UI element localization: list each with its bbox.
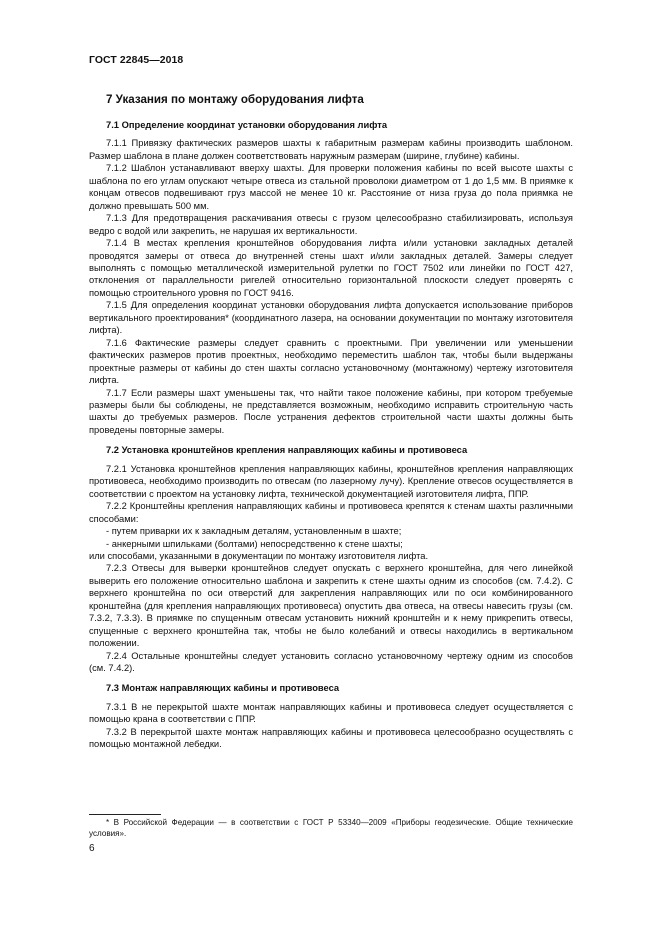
list-item-anchor-bolts: - анкерными шпильками (болтами) непосредственно к стене шахты; [106, 538, 403, 549]
paragraph-7-2-2-end: или способами, указанными в документации по монтажу изготовителя лифта. [89, 550, 429, 561]
paragraph-7-1-7: 7.1.7 Если размеры шахт уменьшены так, что найти такое положение кабины, при котором требуемые размеры были бы соблюдены, не представляется возможным, необходимо исправить строительную часть шахты до требуемых размеров. После устранения дефектов строительной части шахты должны быть проведены повторные замеры. [89, 387, 573, 435]
paragraph-7-1-4: 7.1.4 В местах крепления кронштейнов оборудования лифта и/или установки закладных деталей проводятся замеры от отвеса до внутренней стены шахт и/или закладных деталей. Замеры следует выполнять с помощью металлической измерительной рулетки по ГОСТ 7502 или линейки по ГОСТ 427, отклонения от параллельности ригелей относительно горизонтальной плоскости следует проверять с помощью строительного уровня по ГОСТ 9416. [89, 238, 573, 298]
document-code-header: ГОСТ 22845—2018 [89, 55, 184, 66]
subsection-7-2-title: 7.2 Установка кронштейнов крепления направляющих кабины и противовеса [106, 445, 468, 456]
paragraph-7-1-6: 7.1.6 Фактические размеры следует сравнить с проектными. При увеличении или уменьшении фактических размеров против проектных, необходимо переместить шаблон так, чтобы были выдержаны проектные размеры от кабины до стен шахты согласно установочному (монтажному) чертежу изготовителя лифта. [89, 337, 573, 386]
section-title: 7 Указания по монтажу оборудования лифта [106, 93, 364, 106]
page-content [89, 93, 573, 751]
footnote: * В Российской Федерации — в соответствии с ГОСТ Р 53340—2009 «Приборы геодезические. Общие технические условия». [89, 818, 573, 838]
paragraph-7-3-1: 7.3.1 В не перекрытой шахте монтаж направляющих кабины и противовеса следует осуществляется с помощью крана в соответствии с ППР. [89, 701, 573, 725]
subsection-7-1-title: 7.1 Определение координат установки оборудования лифта [106, 120, 388, 130]
footnote-separator [89, 814, 161, 815]
paragraph-7-1-3: 7.1.3 Для предотвращения раскачивания отвесы с грузом целесообразно стабилизировать, используя ведро с водой или закрепить, не нарушая их вертикальности. [89, 213, 573, 236]
paragraph-7-3-2: 7.3.2 В перекрытой шахте монтаж направляющих кабины и противовеса целесообразно осуществлять с помощью монтажной лебедки. [89, 726, 573, 750]
paragraph-7-1-2: 7.1.2 Шаблон устанавливают вверху шахты. Для проверки положения кабины по всей высоте шахты с шаблона по его углам опускают четыре отвеса из стальной проволоки диаметром от 1 до 1,5 мм. В приямке к концам отвесов подвешивают груз массой не менее 10 кг. Расстояние от низа груза до пола приямка не должно превышать 500 мм. [89, 163, 573, 211]
subsection-7-3-title: 7.3 Монтаж направляющих кабины и противовеса [106, 683, 340, 694]
list-item-welding: - путем приварки их к закладным деталям, установленным в шахте; [106, 526, 402, 537]
paragraph-7-1-1: 7.1.1 Привязку фактических размеров шахты к габаритным размерам кабины производить шаблоном. Размер шаблона в плане должен соответствовать наружным размерам (ширине, глубине) кабины. [89, 138, 573, 161]
paragraph-7-2-2: 7.2.2 Кронштейны крепления направляющих кабины и противовеса крепятся к стенам шахты различными способами: [89, 501, 573, 524]
page-number: 6 [89, 843, 95, 854]
paragraph-7-2-1: 7.2.1 Установка кронштейнов крепления направляющих кабины, кронштейнов крепления направляющих противовеса, необходимо производить по отвесам (по лазерному лучу). Крепление отвесов осуществляется в соответствии с проектом на установку лифта, технической документацией изготовителя лифта, ППР. [89, 463, 573, 499]
paragraph-7-2-4: 7.2.4 Остальные кронштейны следует установить согласно установочному чертежу одним из способов (см. 7.4.2). [89, 650, 573, 674]
paragraph-7-2-3: 7.2.3 Отвесы для выверки кронштейнов следует опускать с верхнего кронштейна, для чего линейкой выверить его положение относительно шаблона и закрепить к стене шахты одним из способов (см. 7.4.2). С верхнего кронштейна по оси отверстий для закрепления направляющих или по оси комбинированного кронштейна (для крепления направляющих противовеса) опустить два отвеса, на отвесы навесить грузы (см. 7.3.2, 7.3.3). В приямке по спущенным отвесам установить нижний кронштейн и к нему прикрепить отвесы, спущенные с верхнего кронштейна так, чтобы не было колебаний и отвесы находились в вертикальном положении. [89, 563, 573, 649]
paragraph-7-1-5: 7.1.5 Для определения координат установки оборудования лифта допускается использование приборов вертикального проектирования* (координатного лазера, на основании документации по монтажу изготовителя лифта). [89, 300, 573, 336]
